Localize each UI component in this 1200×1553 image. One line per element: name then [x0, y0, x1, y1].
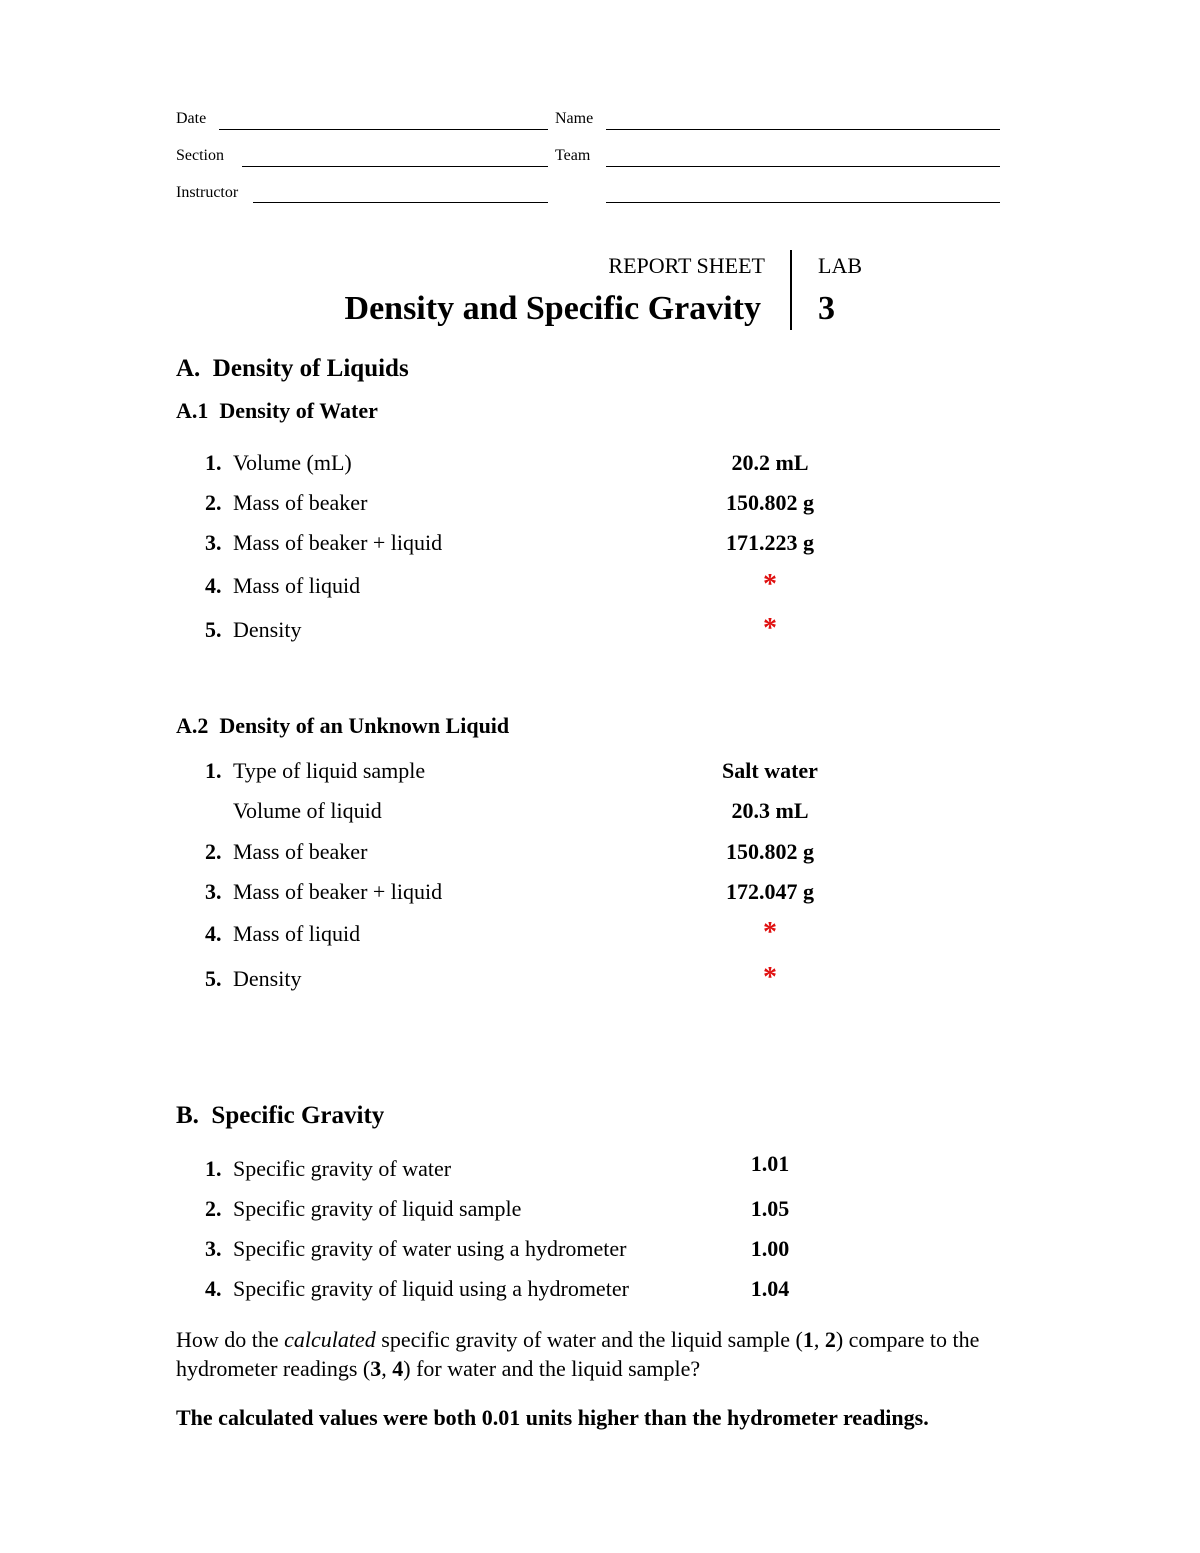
- list-item: [205, 966, 301, 992]
- item-value: 150.802 g: [726, 839, 814, 864]
- item-number: 4.: [205, 1276, 222, 1301]
- list-item: [205, 490, 367, 516]
- item-label: Mass of beaker: [233, 490, 368, 515]
- list-item: [205, 758, 425, 784]
- item-label: Mass of beaker + liquid: [233, 530, 443, 555]
- pending-value-marker: *: [763, 569, 777, 600]
- item-value: 171.223 g: [726, 530, 814, 555]
- list-item: [205, 1196, 521, 1222]
- item-label: Mass of beaker: [233, 839, 368, 864]
- item-label: Specific gravity of liquid using a hydrometer: [233, 1276, 629, 1301]
- item-value: 1.04: [750, 1276, 790, 1301]
- instructor-label: Instructor: [176, 184, 239, 201]
- item-value: 20.3 mL: [731, 798, 809, 823]
- item-value: 20.2 mL: [731, 450, 809, 475]
- list-item: [205, 617, 301, 643]
- list-item: [205, 450, 352, 476]
- lab-label: LAB: [818, 253, 862, 278]
- item-number: 3.: [205, 530, 222, 555]
- item-label: Mass of liquid: [233, 921, 361, 946]
- list-item: [205, 530, 442, 556]
- item-number: 4.: [205, 573, 222, 598]
- question-text: How do the calculated specific gravity of water and the liquid sample (1, 2) compare to the hydrometer readings (3, 4) for water and the liquid sample?: [176, 1327, 980, 1381]
- item-label: Specific gravity of water: [233, 1156, 452, 1181]
- item-value: 150.802 g: [726, 490, 814, 515]
- pending-value-marker: *: [763, 613, 777, 644]
- item-number: 1.: [205, 1156, 222, 1181]
- item-value: 1.05: [750, 1196, 790, 1221]
- item-number: 1.: [205, 450, 222, 475]
- section-a-heading: A. Density of Liquids: [176, 355, 409, 382]
- section-a2-heading: A.2 Density of an Unknown Liquid: [176, 713, 510, 738]
- instructor-field-line[interactable]: [253, 202, 548, 203]
- extra-field-line[interactable]: [606, 202, 1000, 203]
- list-item: [205, 573, 360, 599]
- list-item: [205, 839, 367, 865]
- list-item: [205, 798, 382, 824]
- date-label: Date: [176, 110, 207, 127]
- item-label: Specific gravity of water using a hydrometer: [233, 1236, 627, 1261]
- item-label: Density: [233, 966, 302, 991]
- question-emphasis: calculated: [284, 1327, 376, 1352]
- lab-number: 3: [818, 290, 835, 327]
- list-item: [205, 1236, 626, 1262]
- section-label: Section: [176, 147, 224, 164]
- item-value: Salt water: [722, 758, 818, 783]
- pending-value-marker: *: [763, 917, 777, 948]
- item-number: 4.: [205, 921, 222, 946]
- report-sheet-label: REPORT SHEET: [608, 253, 765, 278]
- date-field-line[interactable]: [219, 129, 548, 130]
- item-value: 1.00: [750, 1236, 790, 1261]
- team-label: Team: [555, 147, 591, 164]
- pending-value-marker: *: [763, 962, 777, 993]
- item-number: 2.: [205, 1196, 222, 1221]
- item-label: Mass of beaker + liquid: [233, 879, 443, 904]
- item-label: Mass of liquid: [233, 573, 361, 598]
- name-field-line[interactable]: [606, 129, 1000, 130]
- title-divider: [790, 250, 792, 330]
- team-field-line[interactable]: [606, 166, 1000, 167]
- section-a1-heading: A.1 Density of Water: [176, 398, 378, 423]
- item-number: 2.: [205, 490, 222, 515]
- page-title: Density and Specific Gravity: [344, 290, 761, 327]
- item-value: 1.01: [750, 1151, 790, 1176]
- list-item: [205, 1156, 451, 1182]
- item-number: 2.: [205, 839, 222, 864]
- item-number: 5.: [205, 966, 222, 991]
- section-field-line[interactable]: [242, 166, 548, 167]
- item-number: 5.: [205, 617, 222, 642]
- list-item: [205, 879, 442, 905]
- name-label: Name: [555, 110, 594, 127]
- item-label: Specific gravity of liquid sample: [233, 1196, 522, 1221]
- answer-text: The calculated values were both 0.01 units higher than the hydrometer readings.: [176, 1405, 929, 1430]
- item-label: Type of liquid sample: [233, 758, 426, 783]
- item-number: 1.: [205, 758, 222, 783]
- item-number: 3.: [205, 1236, 222, 1261]
- list-item: [205, 1276, 629, 1302]
- item-label: Density: [233, 617, 302, 642]
- list-item: [205, 921, 360, 947]
- item-number: 3.: [205, 879, 222, 904]
- item-label: Volume of liquid: [233, 798, 382, 823]
- section-b-heading: B. Specific Gravity: [176, 1102, 385, 1129]
- item-value: 172.047 g: [726, 879, 814, 904]
- item-label: Volume (mL): [233, 450, 352, 475]
